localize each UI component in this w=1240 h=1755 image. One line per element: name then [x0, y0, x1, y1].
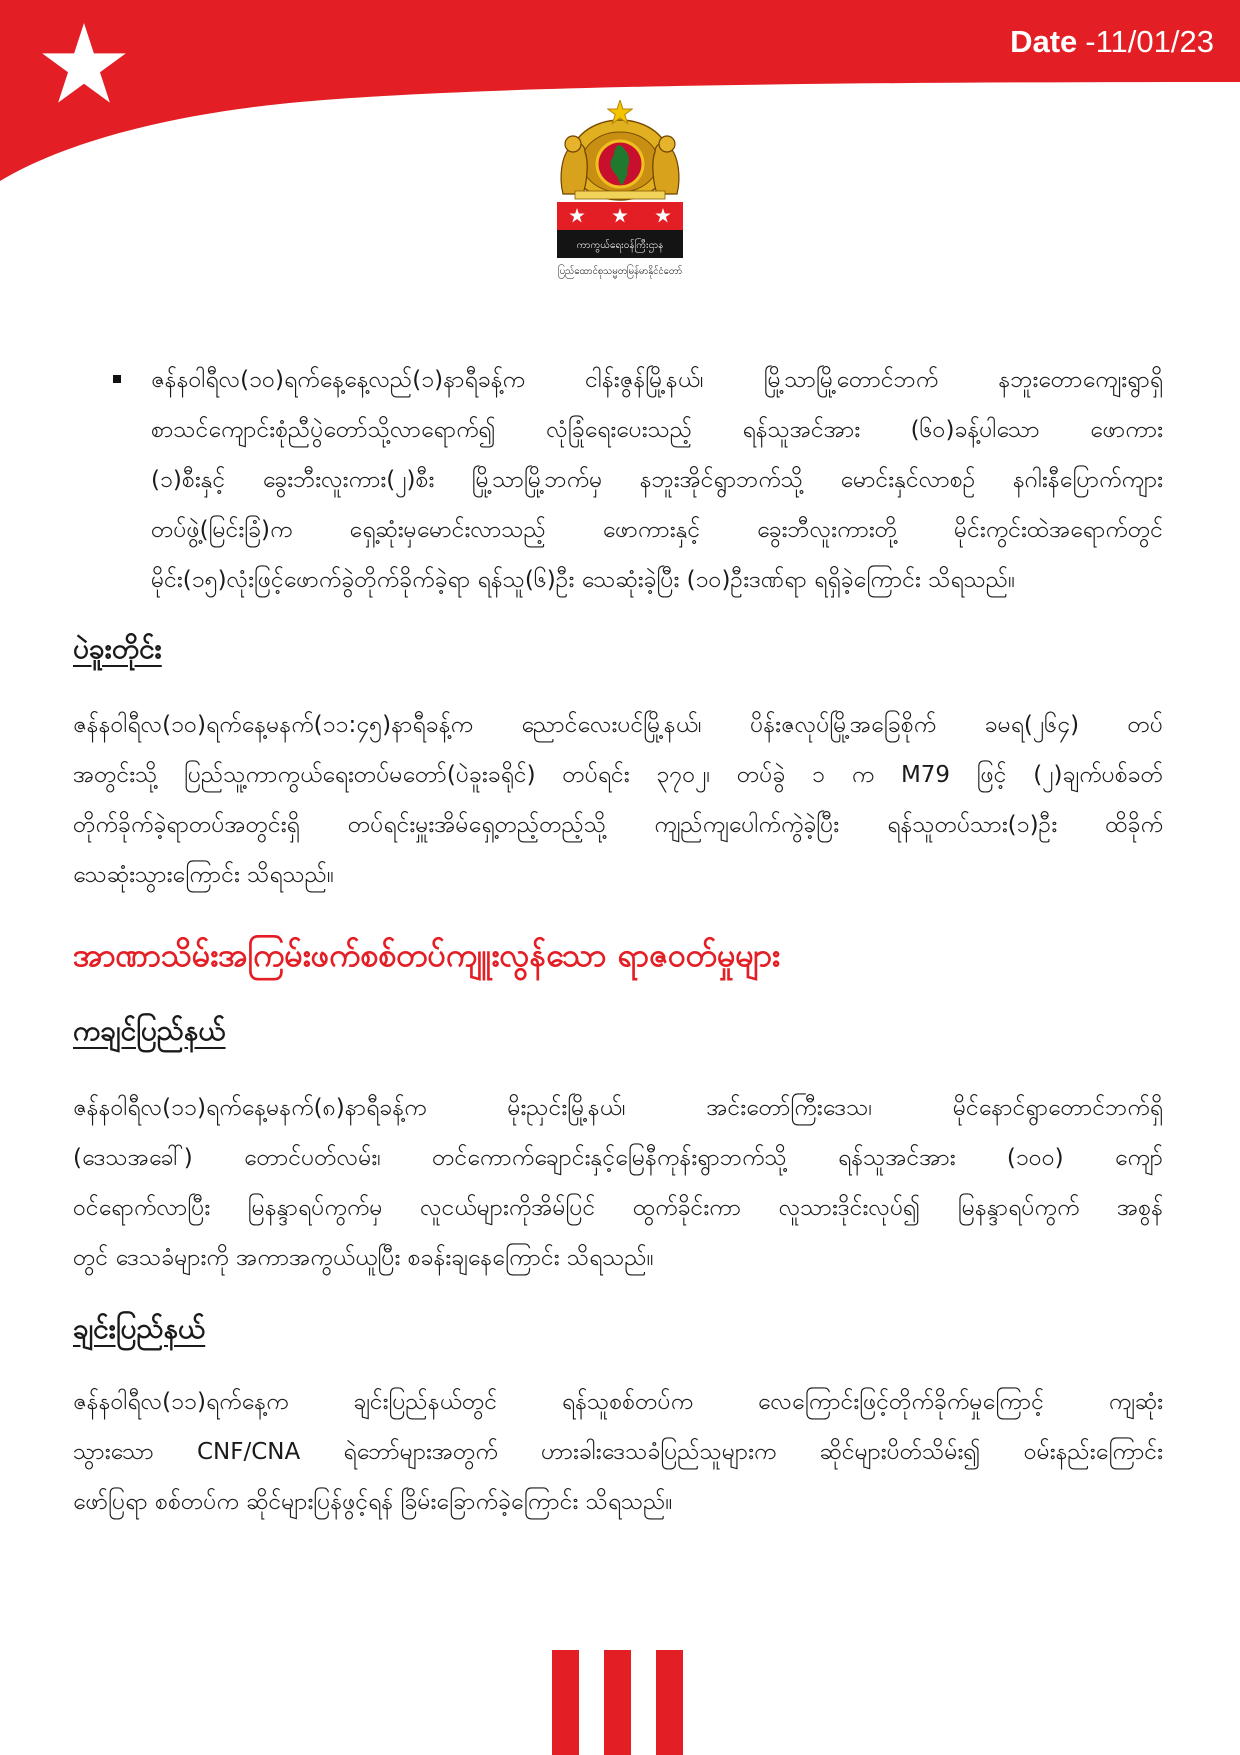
paragraph-line: တိုက်ခိုက်ခဲ့ရာတပ်အတွင်းရှိ တပ်ရင်းမှူးအိမ်ရှေ့တည့်တည့်သို့ ကျည်ကျပေါက်ကွဲခဲ့ပြီး ရန်သူတပ်သား(၁)ဦး ထိခိုက် [73, 812, 1163, 838]
footer-bar-2 [604, 1650, 631, 1755]
bullet-report [73, 355, 1163, 605]
crimes-section-title: အာဏာသိမ်းအကြမ်းဖက်စစ်တပ်ကျူးလွန်သော ရာဇဝတ်မှုများ [73, 936, 780, 974]
paragraph-line: (၁)စီးနှင့် ခွေးဘီးလူးကား(၂)စီး မြို့သာမြို့ဘက်မှ နဘူးအိုင်ရွာဘက်သို့ မောင်းနှင်လာစဉ် နဂါးနီပြောက်ကျား [151, 467, 1163, 493]
paragraph-line: ဖော်ပြရာ စစ်တပ်က ဆိုင်များပြန်ဖွင့်ရန် ခြိမ်းခြောက်ခဲ့ကြောင်း သိရသည်။ [73, 1489, 673, 1515]
emblem-scroll [575, 191, 665, 199]
paragraph-line: အတွင်းသို့ ပြည်သူ့ကာကွယ်ရေးတပ်မတော်(ပဲခူးခရိုင်) တပ်ရင်း ၃၇၀၂၊ တပ်ခွဲ ၁ က M79 ဖြင့် (၂)ချက်ပစ်ခတ် [73, 762, 1163, 788]
paragraph-line: စာသင်ကျောင်းစုံညီပွဲတော်သို့လာရောက်၍ လုံခြုံရေးပေးသည့် ရန်သူအင်အား (၆၀)ခန့်ပါသော ဖောကား [151, 417, 1163, 443]
date-value: -11/01/23 [1085, 24, 1214, 59]
paragraph-line: ဇန်နဝါရီလ(၁၁)ရက်နေ့က ချင်းပြည်နယ်တွင် ရန်သူစစ်တပ်က လေကြောင်းဖြင့်တိုက်ခိုက်မှုကြောင့် ကျဆုံး [73, 1389, 1163, 1415]
bullet-icon [113, 375, 121, 383]
left-lion-head-icon [565, 136, 581, 152]
paragraph-line: တွင် ဒေသခံများကို အကာအကွယ်ယူပြီး စခန်းချနေကြောင်း သိရသည်။ [73, 1245, 654, 1271]
footer-bar-3 [656, 1650, 683, 1755]
section-heading-chin: ချင်းပြည်နယ် [73, 1312, 206, 1345]
right-lion-head-icon [659, 136, 675, 152]
bulletin-content [73, 355, 1163, 1527]
paragraph-chin [73, 1377, 1163, 1527]
paragraph-line: ဇန်နဝါရီလ(၁၀)ရက်နေ့မနက်(၁၁:၄၅)နာရီခန့်က ညောင်လေးပင်မြို့နယ်၊ ပိန်းဇလုပ်မြို့အခြေစိုက် ခမရ(၂၆၄) တပ် [73, 712, 1163, 738]
paragraph-line: သေဆုံးသွားကြောင်း သိရသည်။ [73, 862, 334, 888]
paragraph-bago [73, 700, 1163, 900]
footer-bar-1 [552, 1650, 579, 1755]
paragraph-line: (ဒေသအခေါ်) တောင်ပတ်လမ်း၊ တင်ကောက်ချောင်းနှင့်မြေနီကုန်းရွာဘက်သို့ ရန်သူအင်အား (၁၀၀) ကျော် [73, 1145, 1163, 1171]
section-heading-kachin: ကချင်ပြည်နယ် [73, 1014, 226, 1047]
paragraph-line: မိုင်း(၁၅)လုံးဖြင့်ဖောက်ခွဲတိုက်ခိုက်ခဲ့ရာ ရန်သူ(၆)ဦး သေဆုံးခဲ့ပြီး (၁၀)ဦးဒဏ်ရာ ရရှိခဲ့ကြောင်း သိရသည်။ [151, 567, 1016, 593]
paragraph-kachin [73, 1083, 1163, 1283]
paragraph-line: ဝင်ရောက်လာပြီး မြနန္ဒာရပ်ကွက်မှ လူငယ်များကိုအိမ်ပြင် ထွက်ခိုင်းကာ လူသားဒိုင်းလုပ်၍ မြနန္ဒာရပ်ကွက် အစွန် [73, 1195, 1163, 1221]
issue-date [1010, 22, 1214, 62]
paragraph-line: တပ်ဖွဲ့(မြင်းခြံ)က ရှေ့ဆုံးမှမောင်းလာသည့် ဖောကားနှင့် ခွေးဘီလူးကားတို့ မိုင်းကွင်းထဲအရောက်တွင် [151, 517, 1163, 543]
section-heading-bago: ပဲခူးတိုင်း [73, 632, 162, 665]
paragraph-line: ဇန်နဝါရီလ(၁၁)ရက်နေ့မနက်(၈)နာရီခန့်က မိုးညှင်းမြို့နယ်၊ အင်းတော်ကြီးဒေသ၊ မိုင်နောင်ရွာတောင်ဘက်ရှိ [73, 1095, 1163, 1121]
emblem-band-text: ကာကွယ်ရေးဝန်ကြီးဌာန [576, 240, 664, 251]
state-emblem-icon [555, 98, 685, 280]
emblem-caption: ပြည်ထောင်စုသမ္မတမြန်မာနိုင်ငံတော် [558, 266, 682, 277]
paragraph-line: သွားသော CNF/CNA ရဲဘော်များအတွက် ဟားခါးဒေသခံပြည်သူများက ဆိုင်များပိတ်သိမ်း၍ ဝမ်းနည်းကြောင်း [73, 1439, 1163, 1465]
date-label: Date [1010, 24, 1078, 59]
paragraph-line: ဇန်နဝါရီလ(၁၀)ရက်နေ့နေ့လည်(၁)နာရီခန့်က ငါန်းဇွန်မြို့နယ်၊ မြို့သာမြို့တောင်ဘက် နဘူးတောကျေးရွာရှိ [151, 367, 1163, 393]
